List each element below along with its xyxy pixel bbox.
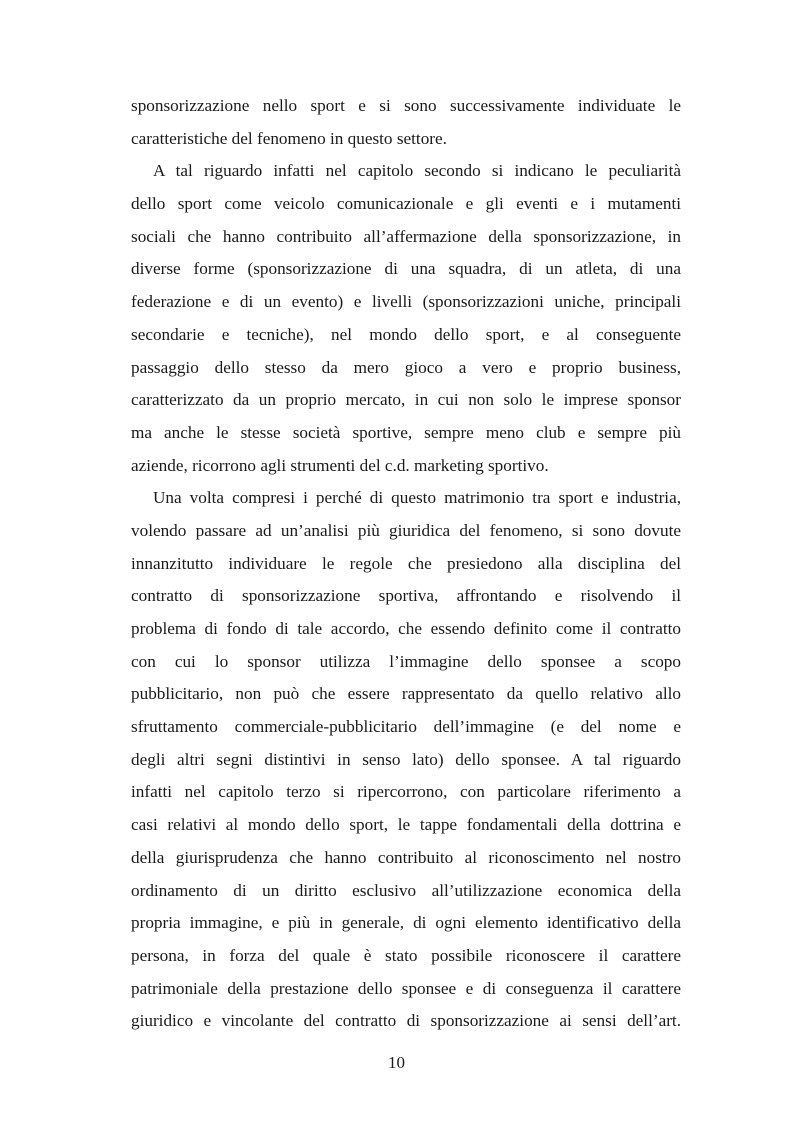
text-line: pubblicitario, non può che essere rappresentato da quello relativo allo [131, 684, 681, 704]
text-line: innanzitutto individuare le regole che presiedono alla disciplina del [131, 553, 681, 573]
body-text [131, 90, 681, 1038]
text-line: propria immagine, e più in generale, di ogni elemento identificativo della [131, 913, 681, 933]
text-line: degli altri segni distintivi in senso lato) dello sponsee. A tal riguardo [131, 749, 681, 769]
text-line: della giurisprudenza che hanno contribuito al riconoscimento nel nostro [131, 847, 681, 867]
text-line: persona, in forza del quale è stato possibile riconoscere il carattere [131, 945, 681, 965]
text-line: sfruttamento commerciale-pubblicitario dell’immagine (e del nome e [131, 717, 681, 737]
text-line: problema di fondo di tale accordo, che essendo definito come il contratto [131, 619, 681, 638]
text-line: dello sport come veicolo comunicazionale e gli eventi e i mutamenti [131, 194, 681, 214]
text-line: casi relativi al mondo dello sport, le tappe fondamentali della dottrina e [131, 815, 681, 835]
text-line: sociali che hanno contribuito all’affermazione della sponsorizzazione, in [131, 226, 681, 246]
text-line: caratterizzato da un proprio mercato, in cui non solo le imprese sponsor [131, 390, 681, 410]
text-line: secondarie e tecniche), nel mondo dello sport, e al conseguente [131, 324, 681, 344]
text-line: volendo passare ad un’analisi più giuridica del fenomeno, si sono dovute [131, 520, 681, 540]
text-line: caratteristiche del fenomeno in questo settore. [131, 128, 447, 148]
text-line: con cui lo sponsor utilizza l’immagine dello sponsee a scopo [131, 651, 681, 671]
text-line: contratto di sponsorizzazione sportiva, affrontando e risolvendo il [131, 586, 681, 606]
text-line: sponsorizzazione nello sport e si sono successivamente individuate le [131, 96, 681, 115]
text-line: federazione e di un evento) e livelli (sponsorizzazioni uniche, principali [131, 292, 681, 312]
text-line: patrimoniale della prestazione dello sponsee e di conseguenza il carattere [131, 978, 681, 998]
text-line: giuridico e vincolante del contratto di sponsorizzazione ai sensi dell’art. [131, 1011, 681, 1031]
text-line: diverse forme (sponsorizzazione di una squadra, di un atleta, di una [131, 259, 681, 279]
text-line: A tal riguardo infatti nel capitolo secondo si indicano le peculiarità [153, 161, 681, 181]
text-line: Una volta compresi i perché di questo matrimonio tra sport e industria, [153, 488, 681, 508]
text-line: infatti nel capitolo terzo si ripercorrono, con particolare riferimento a [131, 782, 681, 802]
text-line: ordinamento di un diritto esclusivo all’utilizzazione economica della [131, 880, 681, 900]
page-number: 10 [388, 1053, 405, 1072]
text-line: ma anche le stesse società sportive, sempre meno club e sempre più [131, 422, 681, 442]
text-line: aziende, ricorrono agli strumenti del c.d. marketing sportivo. [131, 455, 549, 475]
text-line: passaggio dello stesso da mero gioco a vero e proprio business, [131, 357, 681, 377]
